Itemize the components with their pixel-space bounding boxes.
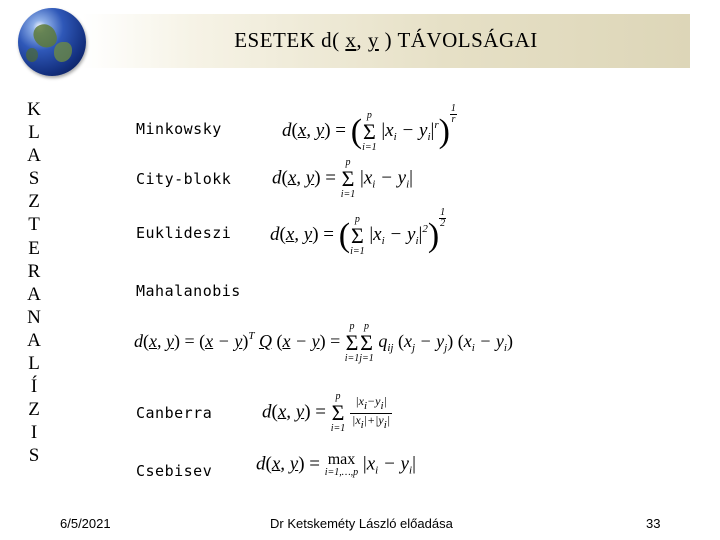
vertical-letter: T — [28, 214, 40, 236]
label-minkowsky: Minkowsky — [136, 120, 222, 138]
label-canberra: Canberra — [136, 404, 213, 422]
footer-page-number: 33 — [646, 516, 661, 531]
vertical-letter: K — [27, 99, 41, 120]
formula-minkowsky: d(x, y) = ( p Σ i=1 $|x_i - y_i|^r$) $\frac{1}{r}$ — [282, 103, 456, 153]
label-mahalanobis: Mahalanobis — [136, 282, 241, 300]
vertical-letter: S — [28, 168, 40, 190]
vertical-letter: L — [28, 353, 40, 375]
globe-logo — [18, 8, 86, 76]
vertical-letter: R — [27, 260, 41, 282]
formula-city-blokk: d(x, y) = p Σ i=1 $|x_i - y_i|$ — [272, 157, 413, 200]
formula-csebisev: d(x, y) = max i=1,…,p $|x_i - y_i|$ — [256, 451, 416, 478]
label-euklideszi: Euklideszi — [136, 224, 232, 242]
vertical-letter: S — [28, 445, 40, 467]
label-csebisev: Csebisev — [136, 462, 213, 480]
footer-author: Dr Ketskeméty László előadása — [270, 516, 453, 531]
vertical-letter: A — [27, 283, 41, 305]
slide-title: ESETEK d( x, y ) TÁVOLSÁGAI — [234, 28, 538, 52]
footer-date: 6/5/2021 — [60, 516, 111, 531]
vertical-title — [22, 98, 46, 468]
vertical-letter: Z — [28, 191, 40, 213]
vertical-letter: I — [30, 422, 38, 444]
vertical-letter: A — [27, 329, 41, 351]
label-city-blokk: City-blokk — [136, 170, 232, 188]
vertical-letter: N — [27, 306, 41, 328]
vertical-letter: A — [27, 145, 41, 167]
vertical-letter: E — [28, 237, 40, 259]
vertical-letter: Z — [28, 399, 40, 421]
vertical-letter: Í — [30, 376, 38, 398]
formula-euklideszi: d(x, y) = ( p Σ i=1 $|x_i - y_i|^2$) $\frac{1}{2}$ — [270, 207, 446, 257]
vertical-letter: L — [28, 122, 40, 144]
formula-canberra: d(x, y) = p Σ i=1 $\frac{|xi-yi|}{|xi|+|yi|}$ — [262, 391, 391, 434]
formula-mahalanobis: d(x, $y) = (x - y)^T$ Q (x − y) = p Σ i=1 p Σ j=1 $q_{ij}$ $(x_j - y_j) (x_i - y_i)$ — [134, 321, 513, 364]
